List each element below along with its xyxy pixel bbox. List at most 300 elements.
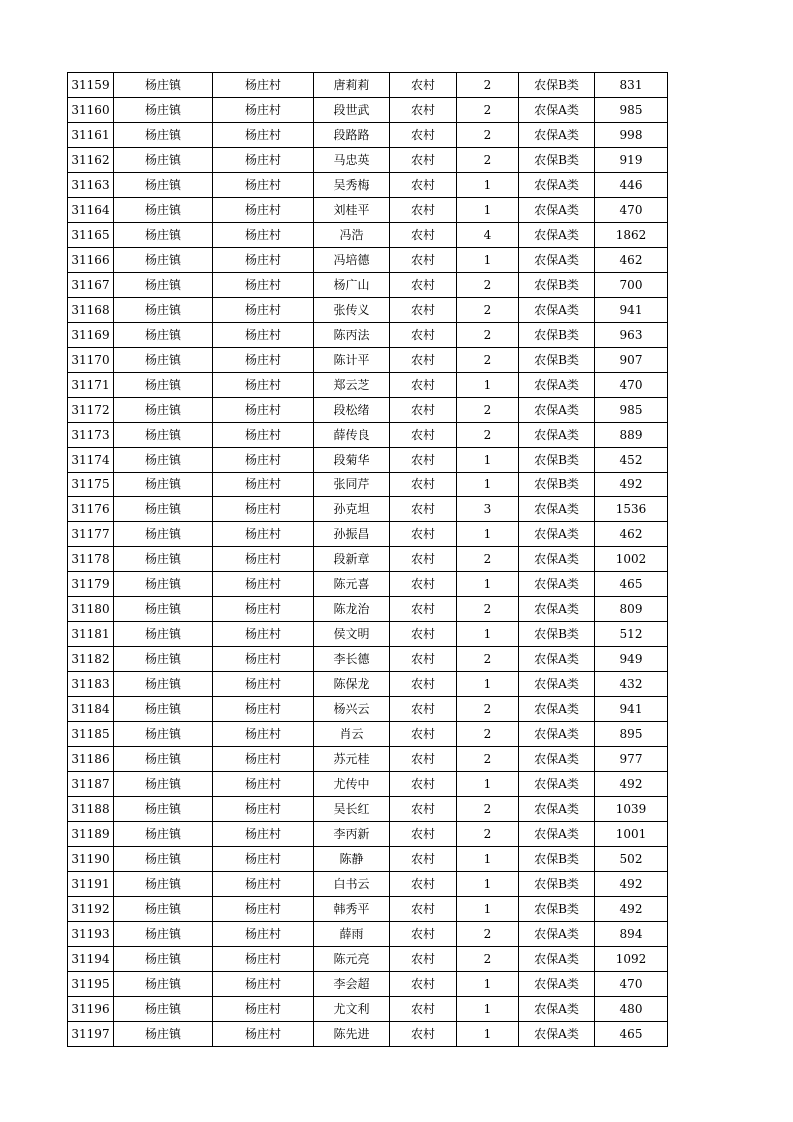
cell-name: 马忠英 [314, 147, 390, 172]
cell-household-type: 农村 [390, 797, 457, 822]
cell-name: 陈计平 [314, 347, 390, 372]
cell-household-type: 农村 [390, 597, 457, 622]
cell-household-type: 农村 [390, 647, 457, 672]
cell-insurance-category: 农保A类 [519, 497, 595, 522]
cell-name: 张同芹 [314, 472, 390, 497]
table-row [68, 197, 668, 222]
table-row [68, 747, 668, 772]
cell-amount: 470 [595, 971, 668, 996]
cell-amount: 998 [595, 122, 668, 147]
table-row [68, 797, 668, 822]
cell-member-count: 1 [457, 872, 519, 897]
cell-name: 段路路 [314, 122, 390, 147]
cell-insurance-category: 农保A类 [519, 722, 595, 747]
cell-record-id: 31187 [68, 772, 114, 797]
cell-record-id: 31166 [68, 247, 114, 272]
cell-insurance-category: 农保B类 [519, 147, 595, 172]
cell-name: 孙振昌 [314, 522, 390, 547]
cell-member-count: 2 [457, 97, 519, 122]
cell-member-count: 3 [457, 497, 519, 522]
cell-record-id: 31181 [68, 622, 114, 647]
cell-village: 杨庄村 [213, 772, 314, 797]
cell-insurance-category: 农保B类 [519, 622, 595, 647]
cell-village: 杨庄村 [213, 572, 314, 597]
cell-town: 杨庄镇 [114, 322, 213, 347]
cell-village: 杨庄村 [213, 347, 314, 372]
table-row [68, 547, 668, 572]
cell-member-count: 2 [457, 946, 519, 971]
table-row [68, 971, 668, 996]
table-row [68, 872, 668, 897]
cell-town: 杨庄镇 [114, 946, 213, 971]
cell-amount: 492 [595, 896, 668, 921]
cell-amount: 480 [595, 996, 668, 1021]
cell-record-id: 31192 [68, 896, 114, 921]
cell-village: 杨庄村 [213, 222, 314, 247]
table-row [68, 896, 668, 921]
cell-insurance-category: 农保A类 [519, 697, 595, 722]
cell-record-id: 31197 [68, 1021, 114, 1046]
cell-record-id: 31190 [68, 847, 114, 872]
table-row [68, 847, 668, 872]
cell-amount: 809 [595, 597, 668, 622]
cell-town: 杨庄镇 [114, 397, 213, 422]
cell-insurance-category: 农保B类 [519, 322, 595, 347]
cell-town: 杨庄镇 [114, 147, 213, 172]
cell-name: 苏元桂 [314, 747, 390, 772]
cell-household-type: 农村 [390, 97, 457, 122]
cell-record-id: 31161 [68, 122, 114, 147]
cell-amount: 977 [595, 747, 668, 772]
cell-member-count: 1 [457, 197, 519, 222]
cell-record-id: 31189 [68, 822, 114, 847]
cell-household-type: 农村 [390, 472, 457, 497]
cell-village: 杨庄村 [213, 921, 314, 946]
cell-member-count: 2 [457, 347, 519, 372]
cell-member-count: 1 [457, 472, 519, 497]
cell-name: 吴长红 [314, 797, 390, 822]
cell-household-type: 农村 [390, 347, 457, 372]
cell-amount: 949 [595, 647, 668, 672]
table-row [68, 347, 668, 372]
cell-town: 杨庄镇 [114, 797, 213, 822]
cell-household-type: 农村 [390, 672, 457, 697]
cell-name: 杨广山 [314, 272, 390, 297]
cell-insurance-category: 农保A类 [519, 97, 595, 122]
cell-village: 杨庄村 [213, 547, 314, 572]
cell-amount: 492 [595, 872, 668, 897]
cell-insurance-category: 农保A类 [519, 297, 595, 322]
cell-town: 杨庄镇 [114, 597, 213, 622]
cell-amount: 985 [595, 97, 668, 122]
cell-village: 杨庄村 [213, 522, 314, 547]
cell-insurance-category: 农保A类 [519, 772, 595, 797]
cell-record-id: 31172 [68, 397, 114, 422]
cell-town: 杨庄镇 [114, 772, 213, 797]
cell-record-id: 31182 [68, 647, 114, 672]
cell-insurance-category: 农保A类 [519, 996, 595, 1021]
cell-insurance-category: 农保A类 [519, 247, 595, 272]
cell-village: 杨庄村 [213, 122, 314, 147]
cell-name: 陈元喜 [314, 572, 390, 597]
cell-amount: 432 [595, 672, 668, 697]
cell-household-type: 农村 [390, 822, 457, 847]
cell-insurance-category: 农保A类 [519, 422, 595, 447]
cell-record-id: 31173 [68, 422, 114, 447]
cell-village: 杨庄村 [213, 747, 314, 772]
cell-record-id: 31167 [68, 272, 114, 297]
cell-member-count: 1 [457, 896, 519, 921]
cell-amount: 492 [595, 472, 668, 497]
cell-member-count: 2 [457, 322, 519, 347]
cell-record-id: 31174 [68, 447, 114, 472]
cell-member-count: 2 [457, 147, 519, 172]
cell-insurance-category: 农保A类 [519, 747, 595, 772]
cell-household-type: 农村 [390, 222, 457, 247]
cell-insurance-category: 农保A类 [519, 397, 595, 422]
cell-town: 杨庄镇 [114, 822, 213, 847]
cell-household-type: 农村 [390, 497, 457, 522]
cell-insurance-category: 农保A类 [519, 222, 595, 247]
cell-town: 杨庄镇 [114, 971, 213, 996]
table-row [68, 247, 668, 272]
cell-town: 杨庄镇 [114, 97, 213, 122]
cell-insurance-category: 农保B类 [519, 447, 595, 472]
table-row [68, 572, 668, 597]
cell-household-type: 农村 [390, 422, 457, 447]
cell-town: 杨庄镇 [114, 672, 213, 697]
cell-name: 陈丙法 [314, 322, 390, 347]
cell-amount: 941 [595, 297, 668, 322]
cell-household-type: 农村 [390, 847, 457, 872]
table-row [68, 946, 668, 971]
cell-record-id: 31195 [68, 971, 114, 996]
cell-insurance-category: 农保B类 [519, 472, 595, 497]
cell-town: 杨庄镇 [114, 747, 213, 772]
cell-amount: 470 [595, 197, 668, 222]
table-row [68, 422, 668, 447]
cell-record-id: 31170 [68, 347, 114, 372]
cell-amount: 907 [595, 347, 668, 372]
cell-name: 尤传中 [314, 772, 390, 797]
cell-town: 杨庄镇 [114, 547, 213, 572]
table-row [68, 322, 668, 347]
cell-record-id: 31180 [68, 597, 114, 622]
cell-town: 杨庄镇 [114, 522, 213, 547]
cell-village: 杨庄村 [213, 647, 314, 672]
cell-town: 杨庄镇 [114, 996, 213, 1021]
cell-member-count: 1 [457, 372, 519, 397]
cell-household-type: 农村 [390, 747, 457, 772]
cell-member-count: 2 [457, 747, 519, 772]
cell-town: 杨庄镇 [114, 422, 213, 447]
cell-town: 杨庄镇 [114, 247, 213, 272]
cell-household-type: 农村 [390, 872, 457, 897]
cell-town: 杨庄镇 [114, 222, 213, 247]
cell-name: 刘桂平 [314, 197, 390, 222]
cell-amount: 919 [595, 147, 668, 172]
cell-town: 杨庄镇 [114, 347, 213, 372]
cell-amount: 465 [595, 572, 668, 597]
cell-insurance-category: 农保B类 [519, 896, 595, 921]
cell-village: 杨庄村 [213, 97, 314, 122]
cell-village: 杨庄村 [213, 971, 314, 996]
cell-town: 杨庄镇 [114, 372, 213, 397]
cell-household-type: 农村 [390, 547, 457, 572]
cell-insurance-category: 农保A类 [519, 172, 595, 197]
cell-member-count: 2 [457, 921, 519, 946]
cell-village: 杨庄村 [213, 697, 314, 722]
cell-record-id: 31191 [68, 872, 114, 897]
table-row [68, 272, 668, 297]
cell-amount: 700 [595, 272, 668, 297]
cell-name: 陈元亮 [314, 946, 390, 971]
table-row [68, 372, 668, 397]
cell-village: 杨庄村 [213, 622, 314, 647]
cell-name: 段世武 [314, 97, 390, 122]
cell-village: 杨庄村 [213, 597, 314, 622]
cell-name: 郑云芝 [314, 372, 390, 397]
cell-insurance-category: 农保A类 [519, 547, 595, 572]
cell-record-id: 31179 [68, 572, 114, 597]
cell-record-id: 31171 [68, 372, 114, 397]
table-row [68, 697, 668, 722]
cell-name: 李会超 [314, 971, 390, 996]
cell-amount: 512 [595, 622, 668, 647]
table-row [68, 622, 668, 647]
cell-town: 杨庄镇 [114, 472, 213, 497]
cell-household-type: 农村 [390, 272, 457, 297]
cell-town: 杨庄镇 [114, 697, 213, 722]
cell-member-count: 2 [457, 797, 519, 822]
cell-record-id: 31160 [68, 97, 114, 122]
cell-town: 杨庄镇 [114, 272, 213, 297]
cell-record-id: 31183 [68, 672, 114, 697]
cell-name: 段菊华 [314, 447, 390, 472]
cell-insurance-category: 农保A类 [519, 522, 595, 547]
cell-insurance-category: 农保B类 [519, 73, 595, 98]
cell-name: 唐莉莉 [314, 73, 390, 98]
cell-record-id: 31196 [68, 996, 114, 1021]
cell-record-id: 31176 [68, 497, 114, 522]
table-row [68, 996, 668, 1021]
cell-record-id: 31163 [68, 172, 114, 197]
cell-household-type: 农村 [390, 322, 457, 347]
cell-record-id: 31175 [68, 472, 114, 497]
table-row [68, 722, 668, 747]
cell-amount: 895 [595, 722, 668, 747]
table-row [68, 472, 668, 497]
cell-town: 杨庄镇 [114, 1021, 213, 1046]
cell-name: 冯浩 [314, 222, 390, 247]
cell-town: 杨庄镇 [114, 896, 213, 921]
table-row [68, 1021, 668, 1046]
cell-household-type: 农村 [390, 397, 457, 422]
cell-village: 杨庄村 [213, 197, 314, 222]
cell-name: 韩秀平 [314, 896, 390, 921]
cell-member-count: 1 [457, 772, 519, 797]
table-body [68, 73, 668, 1047]
cell-town: 杨庄镇 [114, 172, 213, 197]
cell-household-type: 农村 [390, 447, 457, 472]
cell-member-count: 1 [457, 1021, 519, 1046]
cell-name: 冯培德 [314, 247, 390, 272]
cell-record-id: 31193 [68, 921, 114, 946]
table-row [68, 147, 668, 172]
cell-town: 杨庄镇 [114, 622, 213, 647]
table-row [68, 122, 668, 147]
cell-village: 杨庄村 [213, 472, 314, 497]
cell-member-count: 2 [457, 597, 519, 622]
cell-record-id: 31188 [68, 797, 114, 822]
table-row [68, 522, 668, 547]
cell-household-type: 农村 [390, 122, 457, 147]
table-row [68, 172, 668, 197]
data-table [67, 72, 668, 1047]
cell-village: 杨庄村 [213, 722, 314, 747]
cell-town: 杨庄镇 [114, 497, 213, 522]
cell-village: 杨庄村 [213, 322, 314, 347]
table-row [68, 647, 668, 672]
cell-name: 段松绪 [314, 397, 390, 422]
table-row [68, 597, 668, 622]
cell-household-type: 农村 [390, 522, 457, 547]
cell-village: 杨庄村 [213, 422, 314, 447]
cell-town: 杨庄镇 [114, 722, 213, 747]
cell-amount: 502 [595, 847, 668, 872]
cell-record-id: 31165 [68, 222, 114, 247]
cell-record-id: 31162 [68, 147, 114, 172]
cell-household-type: 农村 [390, 572, 457, 597]
cell-name: 吴秀梅 [314, 172, 390, 197]
cell-village: 杨庄村 [213, 172, 314, 197]
cell-village: 杨庄村 [213, 946, 314, 971]
cell-town: 杨庄镇 [114, 647, 213, 672]
cell-insurance-category: 农保A类 [519, 971, 595, 996]
cell-insurance-category: 农保B类 [519, 872, 595, 897]
cell-member-count: 2 [457, 547, 519, 572]
cell-record-id: 31177 [68, 522, 114, 547]
cell-member-count: 2 [457, 822, 519, 847]
cell-amount: 1039 [595, 797, 668, 822]
cell-household-type: 农村 [390, 73, 457, 98]
cell-village: 杨庄村 [213, 822, 314, 847]
cell-household-type: 农村 [390, 697, 457, 722]
cell-amount: 894 [595, 921, 668, 946]
table-row [68, 497, 668, 522]
cell-household-type: 农村 [390, 921, 457, 946]
cell-name: 陈静 [314, 847, 390, 872]
cell-town: 杨庄镇 [114, 122, 213, 147]
cell-name: 侯文明 [314, 622, 390, 647]
cell-member-count: 1 [457, 447, 519, 472]
cell-insurance-category: 农保A类 [519, 647, 595, 672]
cell-village: 杨庄村 [213, 847, 314, 872]
cell-amount: 1001 [595, 822, 668, 847]
cell-insurance-category: 农保A类 [519, 122, 595, 147]
cell-household-type: 农村 [390, 147, 457, 172]
cell-town: 杨庄镇 [114, 572, 213, 597]
cell-insurance-category: 农保A类 [519, 372, 595, 397]
cell-member-count: 2 [457, 647, 519, 672]
cell-amount: 446 [595, 172, 668, 197]
cell-member-count: 2 [457, 397, 519, 422]
cell-member-count: 1 [457, 522, 519, 547]
cell-name: 肖云 [314, 722, 390, 747]
table-row [68, 447, 668, 472]
cell-village: 杨庄村 [213, 872, 314, 897]
cell-name: 薛传良 [314, 422, 390, 447]
cell-village: 杨庄村 [213, 497, 314, 522]
cell-record-id: 31164 [68, 197, 114, 222]
cell-village: 杨庄村 [213, 73, 314, 98]
cell-name: 李丙新 [314, 822, 390, 847]
cell-village: 杨庄村 [213, 272, 314, 297]
cell-town: 杨庄镇 [114, 872, 213, 897]
cell-village: 杨庄村 [213, 297, 314, 322]
cell-member-count: 1 [457, 971, 519, 996]
cell-household-type: 农村 [390, 896, 457, 921]
cell-record-id: 31178 [68, 547, 114, 572]
cell-village: 杨庄村 [213, 447, 314, 472]
cell-insurance-category: 农保A类 [519, 572, 595, 597]
cell-insurance-category: 农保A类 [519, 946, 595, 971]
cell-household-type: 农村 [390, 946, 457, 971]
cell-member-count: 1 [457, 996, 519, 1021]
cell-name: 白书云 [314, 872, 390, 897]
cell-household-type: 农村 [390, 772, 457, 797]
cell-insurance-category: 农保A类 [519, 797, 595, 822]
cell-member-count: 2 [457, 122, 519, 147]
cell-name: 尤文利 [314, 996, 390, 1021]
cell-member-count: 2 [457, 722, 519, 747]
cell-amount: 985 [595, 397, 668, 422]
cell-member-count: 4 [457, 222, 519, 247]
cell-household-type: 农村 [390, 372, 457, 397]
table-row [68, 222, 668, 247]
table-row [68, 921, 668, 946]
cell-record-id: 31169 [68, 322, 114, 347]
cell-member-count: 1 [457, 572, 519, 597]
cell-name: 陈保龙 [314, 672, 390, 697]
cell-insurance-category: 农保B类 [519, 847, 595, 872]
cell-insurance-category: 农保A类 [519, 597, 595, 622]
cell-amount: 465 [595, 1021, 668, 1046]
cell-name: 陈龙治 [314, 597, 390, 622]
cell-record-id: 31184 [68, 697, 114, 722]
cell-town: 杨庄镇 [114, 297, 213, 322]
cell-insurance-category: 农保A类 [519, 197, 595, 222]
cell-record-id: 31168 [68, 297, 114, 322]
cell-town: 杨庄镇 [114, 73, 213, 98]
cell-member-count: 1 [457, 622, 519, 647]
cell-village: 杨庄村 [213, 397, 314, 422]
cell-amount: 1002 [595, 547, 668, 572]
cell-household-type: 农村 [390, 297, 457, 322]
cell-member-count: 1 [457, 847, 519, 872]
cell-household-type: 农村 [390, 1021, 457, 1046]
cell-member-count: 2 [457, 697, 519, 722]
cell-town: 杨庄镇 [114, 447, 213, 472]
cell-village: 杨庄村 [213, 247, 314, 272]
cell-village: 杨庄村 [213, 672, 314, 697]
cell-village: 杨庄村 [213, 1021, 314, 1046]
cell-member-count: 2 [457, 297, 519, 322]
cell-village: 杨庄村 [213, 996, 314, 1021]
cell-village: 杨庄村 [213, 147, 314, 172]
cell-amount: 889 [595, 422, 668, 447]
cell-amount: 831 [595, 73, 668, 98]
